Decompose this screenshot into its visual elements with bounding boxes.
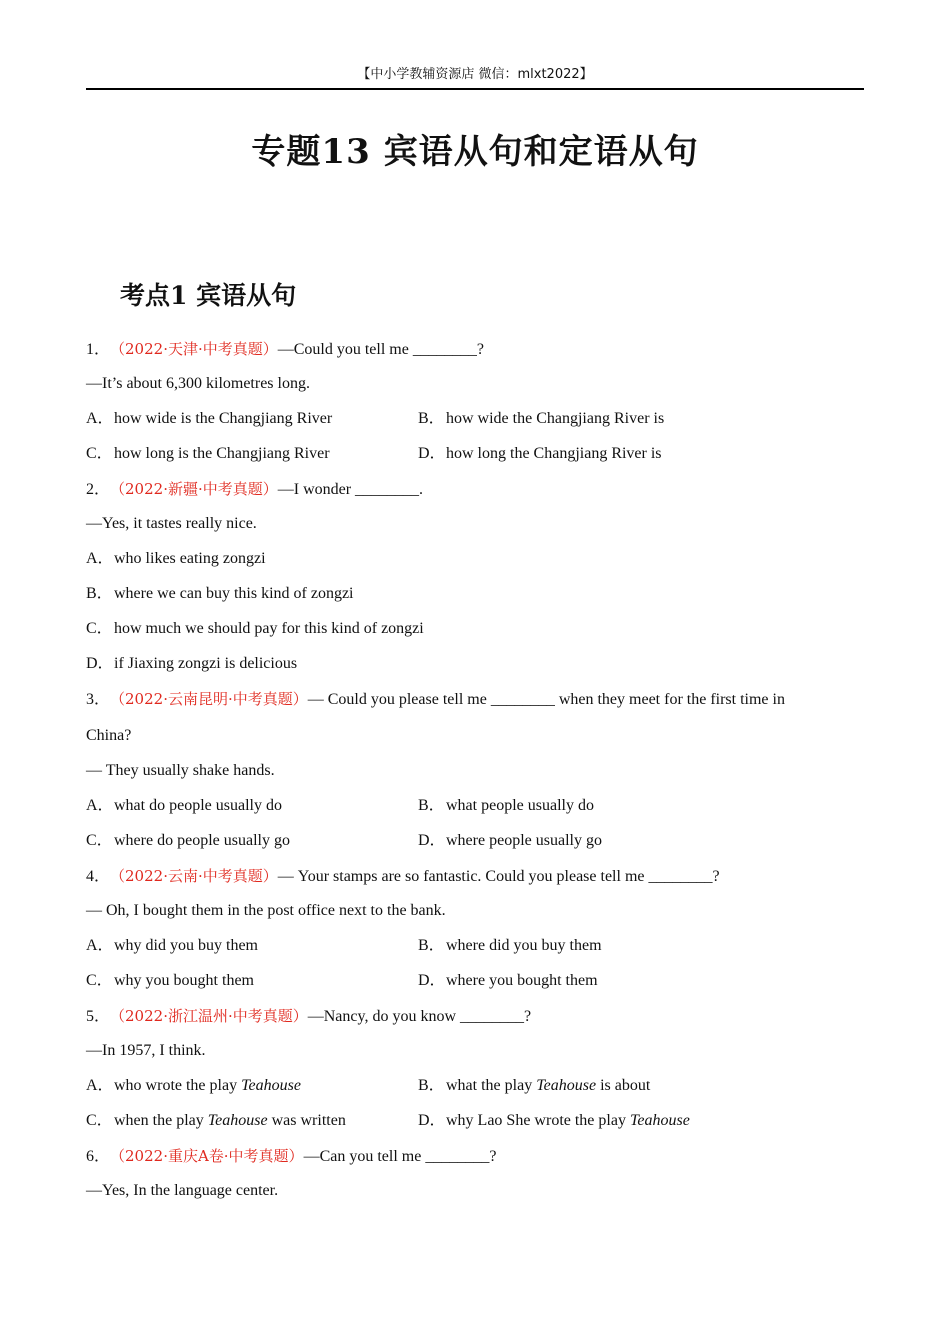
option-letter: C． (86, 1112, 113, 1129)
option-letter: D． (418, 972, 446, 989)
option-text-tail: was written (267, 1112, 346, 1129)
question-source: （2022·云南·中考真题） (110, 867, 278, 885)
option-letter: A． (86, 937, 114, 954)
question-number: 5． (86, 1008, 111, 1025)
page-title: 专题13 宾语从句和定语从句 (251, 132, 699, 172)
option-italic-title: Teahouse (536, 1077, 597, 1094)
q2-option-a (86, 548, 266, 570)
question-text: —Could you tell me ________? (277, 341, 484, 358)
option-letter: B． (418, 937, 445, 954)
question-1-reply: —It’s about 6,300 kilometres long. (86, 375, 310, 392)
option-letter: B． (418, 797, 445, 814)
option-letter: D． (418, 1112, 446, 1129)
option-text: if Jiaxing zongzi is delicious (114, 655, 298, 672)
question-text: — Your stamps are so fantastic. Could you please tell me ________? (277, 868, 720, 885)
question-4-stem (86, 865, 720, 888)
q3-option-a (86, 795, 282, 817)
option-italic-title: Teahouse (207, 1112, 268, 1129)
question-source: （2022·新疆·中考真题） (110, 480, 278, 498)
option-text: what do people usually do (114, 797, 282, 814)
question-source: （2022·云南昆明·中考真题） (110, 690, 308, 708)
option-text: when the play (114, 1112, 208, 1129)
option-letter: C． (86, 445, 113, 462)
option-text: how much we should pay for this kind of zongzi (114, 620, 424, 637)
q1-option-d (418, 443, 662, 465)
section-heading: 考点1 宾语从句 (120, 281, 297, 310)
option-letter: B． (86, 585, 113, 602)
question-text: — Could you please tell me ________ when they meet for the first time in (307, 691, 785, 708)
question-source: （2022·浙江温州·中考真题） (110, 1007, 308, 1025)
q5-option-d (418, 1110, 690, 1132)
option-letter: A． (86, 1077, 114, 1094)
option-text: how wide is the Changjiang River (114, 410, 333, 427)
q2-option-b (86, 583, 353, 605)
option-text: where we can buy this kind of zongzi (114, 585, 354, 602)
question-3-stem-cont: China? (86, 727, 132, 744)
question-2-reply: —Yes, it tastes really nice. (86, 515, 257, 532)
option-letter: A． (86, 410, 114, 427)
question-number: 2． (86, 481, 111, 498)
question-text: —I wonder ________. (277, 481, 424, 498)
option-letter: A． (86, 797, 114, 814)
q1-option-a (86, 408, 332, 430)
q4-option-b (418, 935, 602, 957)
option-text: who likes eating zongzi (114, 550, 266, 567)
option-text: how wide the Changjiang River is (446, 410, 665, 427)
option-letter: D． (418, 832, 446, 849)
q2-option-d (86, 653, 297, 675)
q5-option-b (418, 1075, 650, 1097)
q4-option-c (86, 970, 254, 992)
question-text: —Can you tell me ________? (303, 1148, 497, 1165)
question-6-reply: —Yes, In the language center. (86, 1182, 279, 1199)
option-text: where you bought them (446, 972, 598, 989)
page-header (86, 64, 864, 90)
question-text: —Nancy, do you know ________? (307, 1008, 532, 1025)
question-2-stem (86, 478, 423, 501)
option-text: where people usually go (446, 832, 602, 849)
option-letter: A． (86, 550, 114, 567)
option-letter: D． (86, 655, 114, 672)
option-text: where do people usually go (114, 832, 290, 849)
q3-option-b (418, 795, 594, 817)
option-text: who wrote the play (114, 1077, 242, 1094)
q5-option-a (86, 1075, 301, 1097)
question-4-reply: — Oh, I bought them in the post office next to the bank. (86, 902, 446, 919)
option-text: what the play (446, 1077, 537, 1094)
question-source: （2022·天津·中考真题） (110, 340, 278, 358)
q1-option-c (86, 443, 330, 465)
q2-option-c (86, 618, 424, 640)
option-letter: D． (418, 445, 446, 462)
question-source: （2022·重庆A卷·中考真题） (110, 1147, 304, 1165)
question-number: 4． (86, 868, 111, 885)
option-letter: C． (86, 620, 113, 637)
option-text: where did you buy them (446, 937, 602, 954)
option-italic-title: Teahouse (241, 1077, 301, 1094)
question-5-reply: —In 1957, I think. (86, 1042, 206, 1059)
option-text: why did you buy them (114, 937, 258, 954)
option-letter: C． (86, 832, 113, 849)
option-text: why Lao She wrote the play (446, 1112, 630, 1129)
question-number: 1． (86, 341, 111, 358)
option-text: what people usually do (446, 797, 594, 814)
question-5-stem (86, 1005, 531, 1028)
question-3-reply: — They usually shake hands. (86, 762, 275, 779)
q5-option-c (86, 1110, 346, 1132)
question-1-stem (86, 338, 484, 361)
option-letter: B． (418, 410, 445, 427)
q4-option-d (418, 970, 598, 992)
question-6-stem (86, 1145, 496, 1168)
q1-option-b (418, 408, 664, 430)
option-text: how long is the Changjiang River (114, 445, 330, 462)
q3-option-d (418, 830, 602, 852)
question-number: 6． (86, 1148, 111, 1165)
option-italic-title: Teahouse (629, 1112, 690, 1129)
option-text-tail: is about (596, 1077, 651, 1094)
question-3-stem (86, 688, 785, 711)
option-letter: B． (418, 1077, 445, 1094)
option-letter: C． (86, 972, 113, 989)
option-text: how long the Changjiang River is (446, 445, 662, 462)
header-text: 【中小学教辅资源店 微信：mlxt2022】 (357, 67, 593, 82)
q4-option-a (86, 935, 258, 957)
option-text: why you bought them (114, 972, 254, 989)
question-number: 3． (86, 691, 111, 708)
q3-option-c (86, 830, 290, 852)
